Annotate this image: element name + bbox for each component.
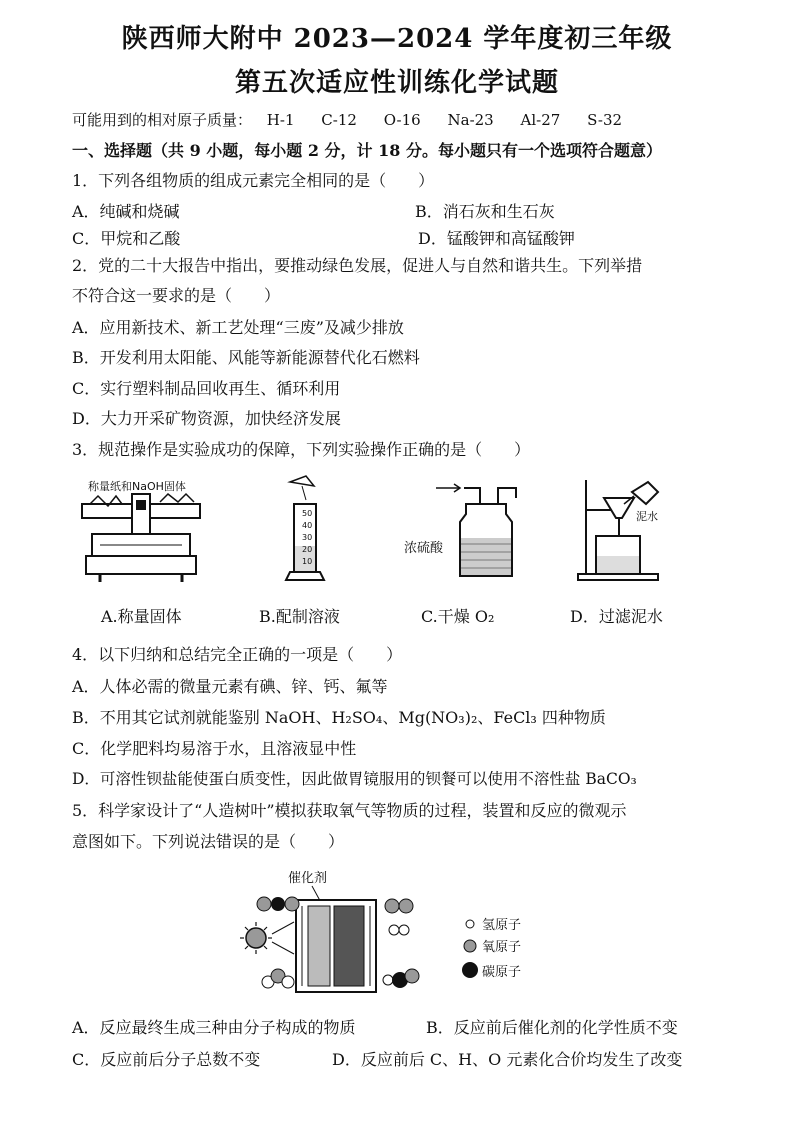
q4-option-c: C．化学肥料均易溶于水，且溶液显中性 [72, 739, 357, 758]
q3-option-a: A.称量固体 [101, 607, 182, 626]
legend-hydrogen: 氢原子 [482, 918, 522, 933]
q2-option-d: D．大力开采矿物资源，加快经济发展 [72, 409, 341, 428]
gas-bottle-figure [400, 474, 530, 586]
q5-option-b: B．反应前后催化剂的化学性质不变 [426, 1018, 678, 1037]
cylinder-tick-50: 50 [302, 509, 313, 518]
cylinder-tick-20: 20 [302, 545, 313, 554]
balance-label: 称量纸和NaOH固体 [88, 480, 186, 493]
q3-option-b: B.配制溶液 [259, 607, 340, 626]
q4-option-b: B．不用其它试剂就能鉴别 NaOH、H₂SO₄、Mg(NO₃)₂、FeCl₃ 四种物质 [72, 708, 606, 727]
cylinder-tick-40: 40 [302, 521, 313, 530]
q3-option-d: D．过滤泥水 [570, 607, 663, 626]
q5-stem-line2: 意图如下。下列说法错误的是（ ） [72, 832, 345, 851]
cylinder-figure [276, 474, 336, 586]
legend-carbon: 碳原子 [482, 965, 522, 980]
mass-c: C-12 [321, 111, 357, 129]
catalyst-label: 催化剂 [288, 871, 328, 886]
mass-o: O-16 [383, 111, 421, 129]
filtration-figure [572, 474, 682, 586]
q2-stem-line1: 2．党的二十大报告中指出，要推动绿色发展，促进人与自然和谐共生。下列举措 [72, 256, 643, 275]
artificial-leaf-figure [238, 864, 558, 999]
q2-option-c: C．实行塑料制品回收再生、循环利用 [72, 379, 341, 398]
q4-option-a: A．人体必需的微量元素有碘、锌、钙、氟等 [72, 677, 388, 696]
legend-oxygen: 氧原子 [482, 940, 522, 955]
q5-option-c: C．反应前后分子总数不变 [72, 1050, 261, 1069]
q4-stem: 4．以下归纳和总结完全正确的一项是（ ） [72, 645, 403, 664]
exam-title: 陕西师大附中 2023—2024 学年度初三年级 [121, 24, 673, 54]
mass-na: Na-23 [447, 111, 494, 129]
q1-option-d: D．锰酸钾和高锰酸钾 [418, 229, 575, 248]
atomic-masses-label: 可能用到的相对原子质量： [72, 111, 253, 129]
mass-s: S-32 [587, 111, 623, 129]
q3-stem: 3．规范操作是实验成功的保障，下列实验操作正确的是（ ） [72, 440, 531, 459]
q2-stem-line2: 不符合这一要求的是（ ） [72, 286, 281, 305]
q2-option-b: B．开发利用太阳能、风能等新能源替代化石燃料 [72, 348, 420, 367]
q1-stem: 1．下列各组物质的组成元素完全相同的是（ ） [72, 171, 435, 190]
muddy-water-label: 泥水 [636, 510, 658, 523]
balance-figure [76, 474, 206, 586]
q3-option-c: C.干燥 O₂ [421, 607, 495, 626]
mass-al: Al-27 [520, 111, 561, 129]
q5-option-d: D．反应前后 C、H、O 元素化合价均发生了改变 [332, 1050, 683, 1069]
conc-acid-label: 浓硫酸 [404, 541, 444, 556]
q5-stem-line1: 5．科学家设计了“人造树叶”模拟获取氧气等物质的过程，装置和反应的微观示 [72, 801, 627, 820]
cylinder-tick-10: 10 [302, 557, 313, 566]
q4-option-d: D．可溶性钡盐能使蛋白质变性，因此做胃镜服用的钡餐可以使用不溶性盐 BaCO₃ [72, 770, 637, 788]
q2-option-a: A．应用新技术、新工艺处理“三废”及减少排放 [72, 318, 404, 337]
q1-option-a: A．纯碱和烧碱 [72, 202, 180, 221]
cylinder-tick-30: 30 [302, 533, 313, 542]
section-heading: 一、选择题（共 9 小题，每小题 2 分，计 18 分。每小题只有一个选项符合题意） [72, 141, 662, 160]
q1-option-b: B．消石灰和生石灰 [415, 202, 555, 221]
q5-option-a: A．反应最终生成三种由分子构成的物质 [72, 1018, 356, 1037]
atomic-masses [72, 109, 622, 130]
exam-subtitle: 第五次适应性训练化学试题 [234, 68, 559, 98]
mass-h: H-1 [266, 111, 295, 129]
q1-option-c: C．甲烷和乙酸 [72, 229, 181, 248]
